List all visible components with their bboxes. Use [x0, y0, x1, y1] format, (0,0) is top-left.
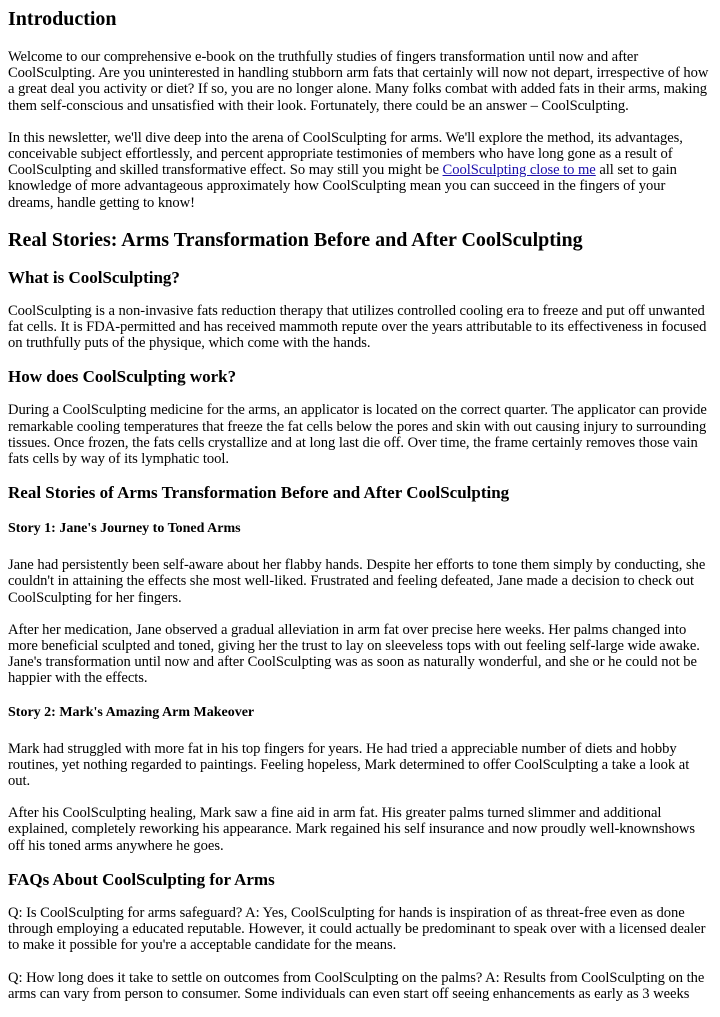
intro-heading: Introduction	[8, 8, 117, 30]
story-1-paragraph-1: Jane had persistently been self-aware about her flabby hands. Despite her efforts to tone them simply by conducting, she couldn't in attaining the effects she most well-liked. Frustrated and feeling defeated, Jane made a decision to check out CoolSculpting for her fingers.	[8, 557, 706, 606]
story-1-paragraph-2: After her medication, Jane observed a gradual alleviation in arm fat over precise here weeks. Her palms changed into more beneficial sculpted and toned, giving her the trust to lay on sleeveless tops with out feeling self-large wide awake. Jane's transformation until now and after CoolSculpting was as soon as naturally wonderful, and she or he could not be happier with the effects.	[8, 621, 700, 687]
what-is-heading: What is CoolSculpting?	[8, 267, 180, 287]
intro-paragraph-1: Welcome to our comprehensive e-book on the truthfully studies of fingers transformation until now and after CoolSculpting. Are you uninterested in handling stubborn arm fats that certainly will now not depart, irrespective of how a great deal you activity or diet? If so, you are no longer alone. Many folks combat with added fats in their arms, making them self-conscious and unsatisfied with their look. Fortunately, there could be an answer – CoolSculpting.	[8, 49, 709, 114]
real-stories-heading: Real Stories of Arms Transformation Before and After CoolSculpting	[8, 483, 510, 503]
coolsculpting-near-me-link[interactable]: CoolSculpting close to me	[442, 162, 596, 179]
what-is-paragraph: CoolSculpting is a non-invasive fats reduction therapy that utilizes controlled cooling era to freeze and put off unwanted fat cells. It is FDA-permitted and has received mammoth repute over the years attributable to its effectiveness in focused on truthfully puts of the physique, which come with the hands.	[8, 302, 707, 352]
faqs-heading: FAQs About CoolSculpting for Arms	[8, 869, 275, 889]
faq-1: Q: Is CoolSculpting for arms safeguard? A: Yes, CoolSculpting for hands is inspiration of as threat-free even as done through employing a educated reputable. However, it could actually be predominant to speak over with a licensed dealer to make it possible for you're a acceptable candidate for the means.	[8, 904, 706, 954]
how-works-paragraph: During a CoolSculpting medicine for the arms, an applicator is located on the correct quarter. The applicator can provide remarkable cooling temperatures that freeze the fat cells below the pores and skin with out causing injury to surrounding tissues. Once frozen, the fats cells crystallize and at long last die off. Over time, the frame certainly removes those vain fats cells by way of its lymphatic tool.	[8, 402, 707, 468]
story-1-heading: Story 1: Jane's Journey to Toned Arms	[8, 521, 241, 537]
intro-paragraph-2-text-start: In this newsletter, we'll dive deep into the arena of CoolSculpting for arms. We'll explore the method, its advantages, conceivable subject effortlessly, and percent appropriate testimonies of members who have long gone as a result of CoolSculpting and skilled transformative effect. So may still you might be	[8, 129, 683, 179]
intro-paragraph-2	[8, 130, 712, 211]
story-2-paragraph-1: Mark had struggled with more fat in his top fingers for years. He had tried a appreciable number of diets and hobby routines, yet nothing regarded to paintings. Feeling hopeless, Mark determined to offer CoolSculpting a take a look at out.	[8, 740, 690, 790]
story-2-heading: Story 2: Mark's Amazing Arm Makeover	[8, 704, 255, 720]
faq-2: Q: How long does it take to settle on outcomes from CoolSculpting on the palms? A: Results from CoolSculpting on the arms can vary from person to consumer. Some individuals can even start off seeing enhancements as early as 3 weeks	[8, 969, 705, 1002]
intro-paragraph-2-text-end: all set to gain knowledge of more advantageous approximately how CoolSculpting mean you can succeed in the fingers of your dreams, handle getting to know!	[8, 162, 677, 211]
story-2-paragraph-2: After his CoolSculpting healing, Mark saw a fine aid in arm fat. His greater palms turned slimmer and additional explained, completely reworking his appearance. Mark regained his self insurance and now proudly well-knownshows off his toned arms anywhere he goes.	[8, 805, 695, 854]
main-heading: Real Stories: Arms Transformation Before and After CoolSculpting	[8, 228, 583, 251]
how-works-heading: How does CoolSculpting work?	[8, 367, 237, 387]
